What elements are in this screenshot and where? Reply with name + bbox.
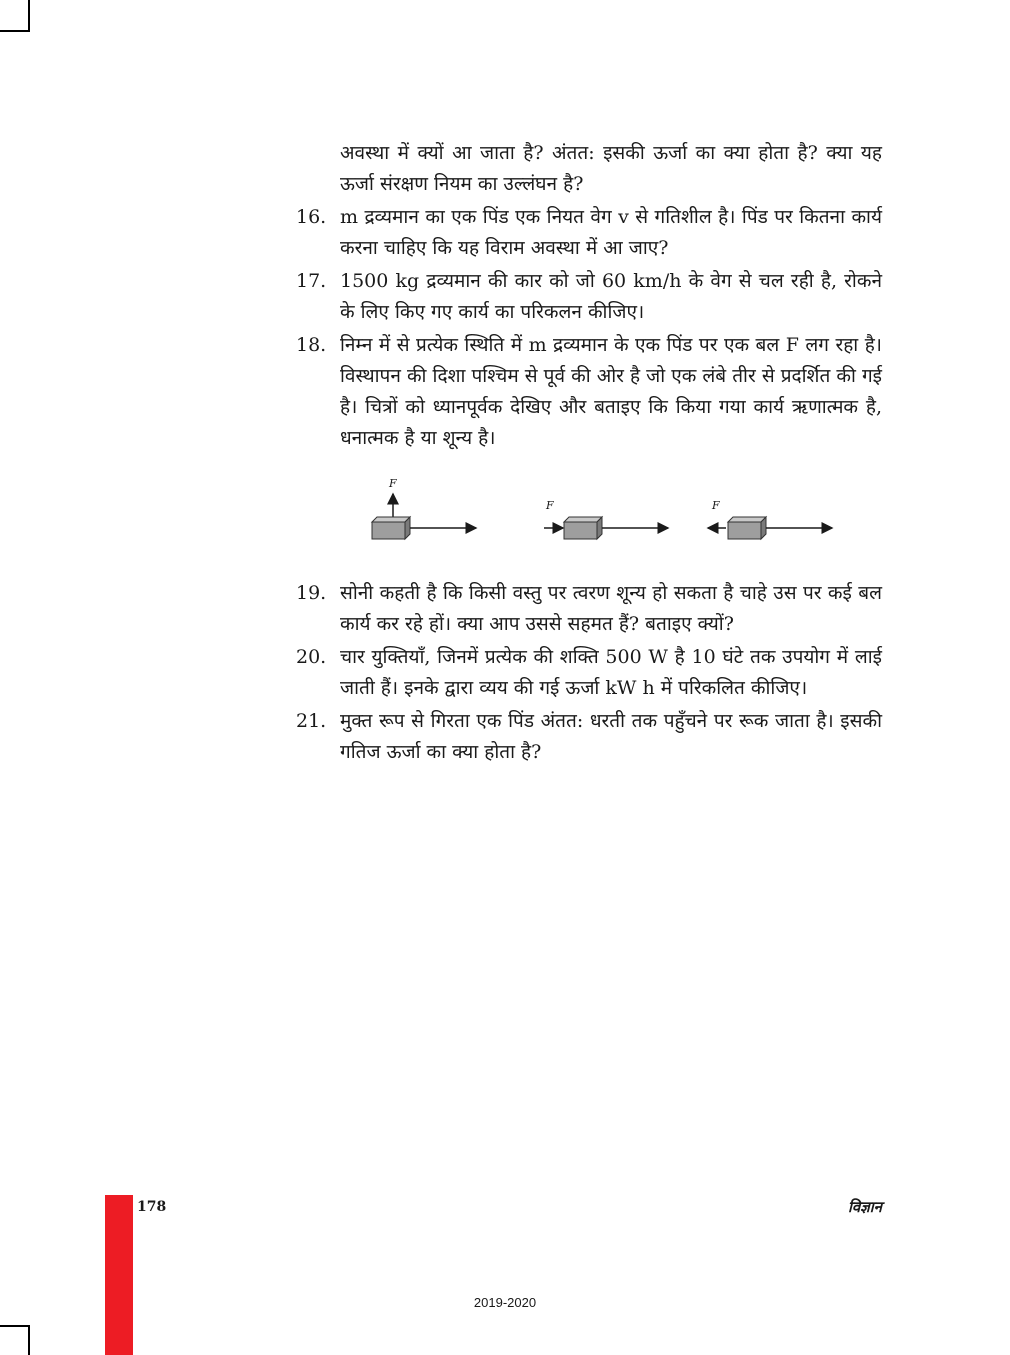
crop-mark-bottom-left-h	[0, 1325, 30, 1327]
block	[728, 522, 761, 539]
page-accent-bar	[105, 1195, 133, 1355]
intro-continuation: अवस्था में क्यों आ जाता है? अंतत: इसकी ऊर्जा का क्या होता है? क्या यह ऊर्जा संरक्षण नियम का उल्लंघन है?	[340, 142, 882, 195]
edition-year: 2019-2020	[473, 1295, 537, 1310]
question-17	[296, 266, 882, 328]
block-top	[372, 517, 410, 522]
question-number: 19.	[296, 582, 327, 604]
exercise-content	[296, 138, 882, 768]
block	[564, 522, 597, 539]
block	[372, 522, 405, 539]
question-text: मुक्त रूप से गिरता एक पिंड अंतत: धरती तक पहुँचने पर रूक जाता है। इसकी गतिज ऊर्जा का क्या होता है?	[340, 710, 882, 763]
question-text: m द्रव्यमान का एक पिंड एक नियत वेग v से गतिशील है। पिंड पर कितना कार्य करना चाहिए कि यह विराम अवस्था में आ जाए?	[340, 206, 882, 259]
question-20	[296, 642, 882, 704]
block-top	[728, 517, 766, 522]
question-number: 20.	[296, 646, 327, 668]
diagram-force-perpendicular	[372, 477, 476, 539]
force-label: F	[546, 499, 554, 512]
diagram-force-along-displacement	[544, 499, 668, 539]
question-number: 16.	[296, 206, 327, 228]
book-title: विज्ञान	[847, 1198, 882, 1216]
question-number: 18.	[296, 334, 327, 356]
force-label: F	[389, 477, 397, 490]
question-21	[296, 706, 882, 768]
block-top	[564, 517, 602, 522]
question-text: 1500 kg द्रव्यमान की कार को जो 60 km/h के वेग से चल रही है, रोकने के लिए किए गए कार्य का परिकलन कीजिए।	[340, 270, 882, 323]
crop-mark-top-left-v	[28, 0, 30, 32]
question-text: निम्न में से प्रत्येक स्थिति में m द्रव्यमान के एक पिंड पर एक बल F लग रहा है। विस्थापन की दिशा पश्चिम से पूर्व की ओर है जो एक लंबे तीर से प्रदर्शित की गई है। चित्रों को ध्यानपूर्वक देखिए और बताइए कि किया गया कार्य ऋणात्मक है, धनात्मक है या शून्य है।	[340, 334, 882, 449]
question-19	[296, 578, 882, 640]
force-label: F	[712, 499, 720, 512]
question-text: चार युक्तियाँ, जिनमें प्रत्येक की शक्ति 500 W है 10 घंटे तक उपयोग में लाई जाती हैं। इनके द्वारा व्यय की गई ऊर्जा kW h में परिकलित कीजिए।	[340, 646, 882, 699]
question-number: 21.	[296, 710, 327, 732]
question-text: सोनी कहती है कि किसी वस्तु पर त्वरण शून्य हो सकता है चाहे उस पर कई बल कार्य कर रहे हों। क्या आप उससे सहमत हैं? बताइए क्यों?	[340, 582, 882, 635]
crop-mark-bottom-left-v	[28, 1325, 30, 1355]
question-18	[296, 330, 882, 454]
page-number: 178	[137, 1199, 167, 1215]
crop-mark-top-left-h	[0, 30, 30, 32]
question-number: 17.	[296, 270, 327, 292]
diagram-force-opposite-displacement	[708, 499, 832, 539]
force-diagrams	[360, 474, 840, 554]
question-16	[296, 202, 882, 264]
